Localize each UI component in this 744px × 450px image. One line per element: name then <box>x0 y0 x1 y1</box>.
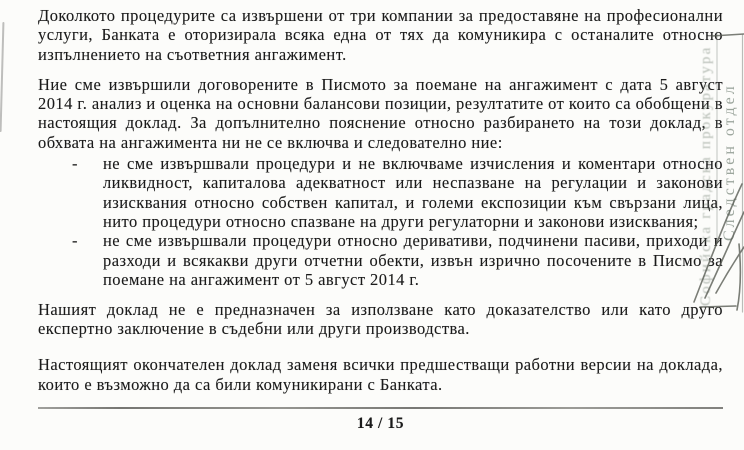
scan-edge-artifact <box>0 22 4 132</box>
bullet-dash: - <box>72 231 78 251</box>
page-number: 14 / 15 <box>356 415 405 432</box>
stamp-text-prosecutors-office: Софийска градска прокуратура <box>698 45 714 306</box>
stamp-text-investigation-department: Следствен отдел <box>721 83 738 241</box>
report-body <box>38 6 723 405</box>
exclusion-item <box>38 154 723 231</box>
exclusion-item-text: не сме извършвали процедури относно деривативи, подчинени пасиви, приходи и разходи и всякакви други отчетни обекти, извън изрично посочените в Писмо за поемане на ангажимент от 5 август 2014 г. <box>103 231 723 289</box>
exclusion-item <box>38 231 723 289</box>
exclusions-list <box>38 154 723 289</box>
paragraph-engagement: Ние сме извършили договорените в Писмото за поемане на ангажимент с дата 5 август 2014 г. анализ и оценка на основни балансови позиции, резултатите от които са обобщени в настоящия доклад. За допълнително пояснение относно разбирането на този доклад, в обхвата на ангажимента ни не се включва и следователно ние: <box>38 74 723 152</box>
paragraph-evidence-disclaimer: Нашият доклад не е предназначен за използване като доказателство или като друго експертно заключение в съдебни или други производства. <box>38 300 723 339</box>
paragraph-scope-communication: Доколкото процедурите са извършени от три компании за предоставяне на професионални услуги, Банката е оторизирала всяка една от тях да комуникира с останалите относно изпълнението на съответния ангажимент. <box>38 6 723 64</box>
exclusion-item-text: не сме извършвали процедури и не включваме изчисления и коментари относно ликвидност, капиталова адекватност или неспазване на регулации и законови изисквания относно собствен капитал, и големи експозиции към свързани лица, нито процедури относно спазване на други регулаторни и законови изисквания; <box>103 154 723 231</box>
paragraph-final-version: Настоящият окончателен доклад заменя всички предшестващи работни версии на доклада, които е възможно да са били комуникирани с Банката. <box>38 355 723 394</box>
footer-divider <box>38 407 723 409</box>
bullet-dash: - <box>72 154 78 174</box>
